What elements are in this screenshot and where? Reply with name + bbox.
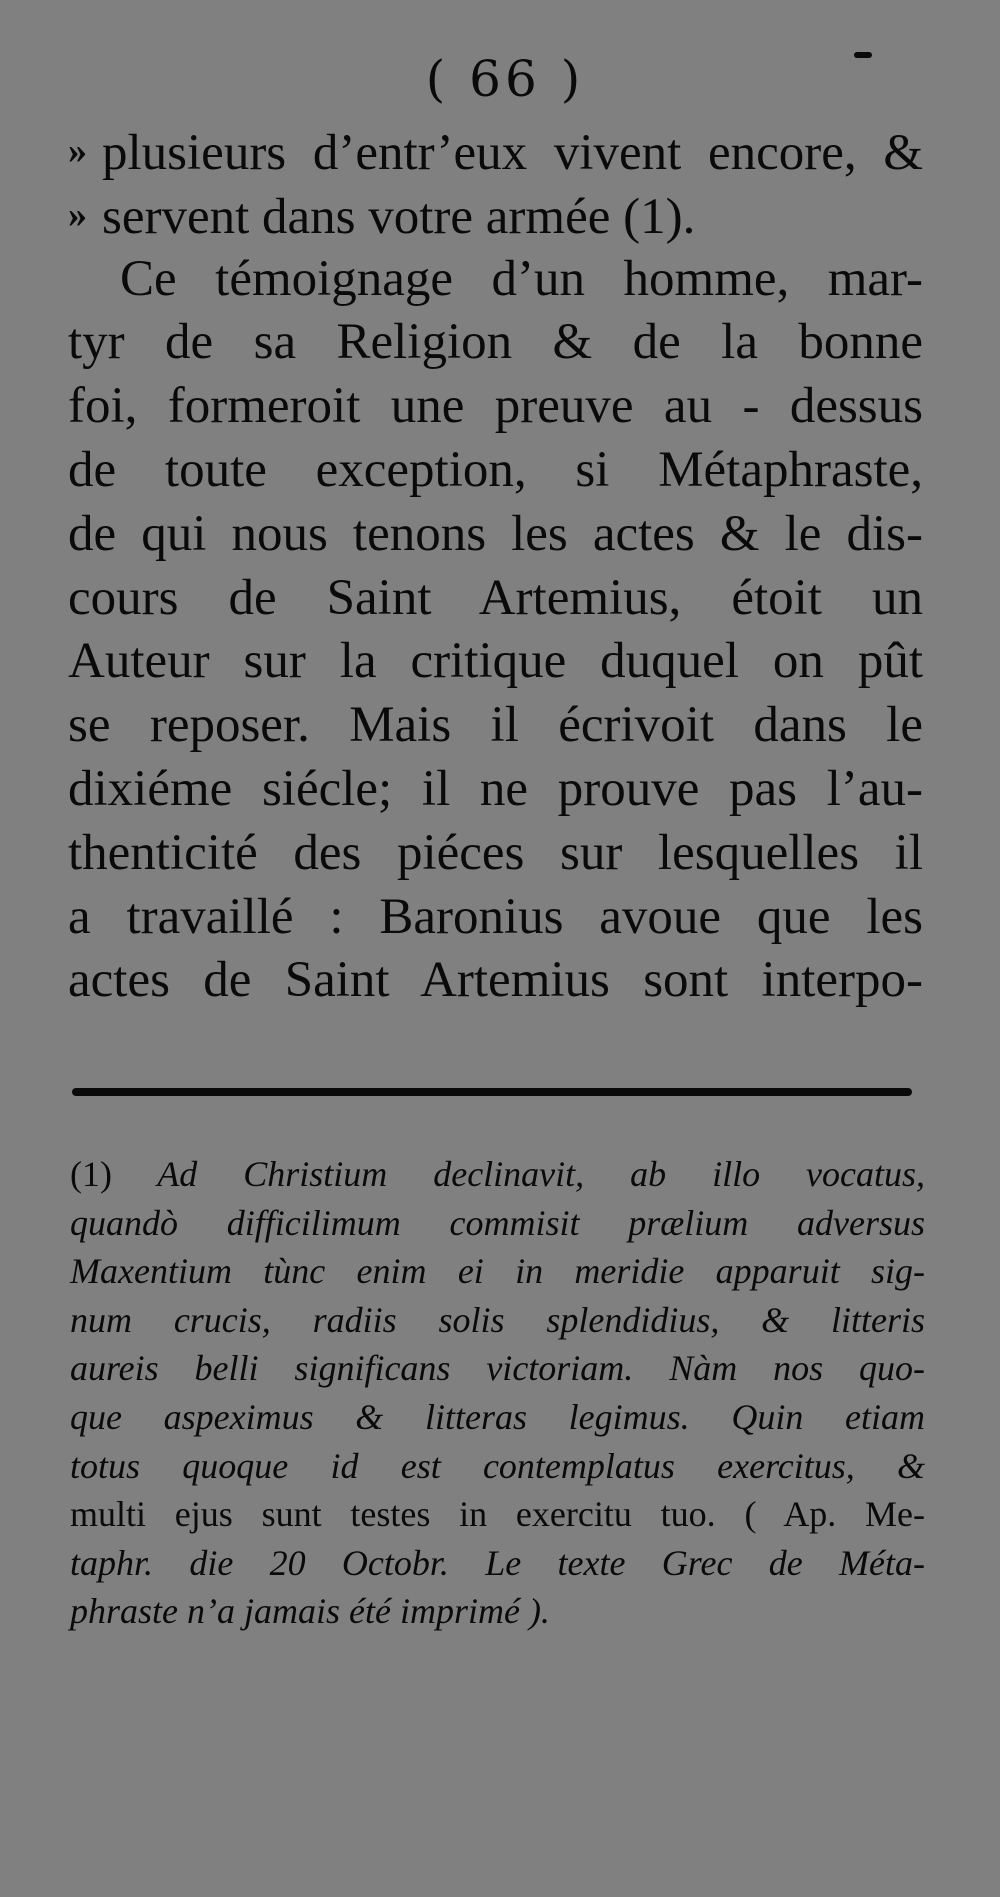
body-line: tyr de sa Religion & de la bonne xyxy=(68,314,923,371)
body-line: foi, formeroit une preuve au - dessus xyxy=(68,378,923,435)
footnote-line xyxy=(70,1150,925,1199)
body-line-text: servent dans votre armée (1). xyxy=(102,188,696,245)
footnote-line: que aspeximus & litteras legimus. Quin etiam xyxy=(70,1396,925,1437)
ink-mark xyxy=(854,52,872,58)
footnote-line: quandò difficilimum commisit prælium adversus xyxy=(70,1202,925,1243)
body-line: thenticité des piéces sur lesquelles il xyxy=(68,824,923,881)
body-line xyxy=(68,184,923,248)
quote-mark: » xyxy=(68,193,87,236)
footnote-line: Maxentium tùnc enim ei in meridie apparuit sig- xyxy=(70,1251,925,1292)
footnote-line: phraste n’a jamais été imprimé ). xyxy=(70,1591,550,1632)
body-text xyxy=(68,120,923,1013)
footnote-line: aureis belli significans victoriam. Nàm nos quo- xyxy=(70,1348,925,1389)
body-line-text: plusieurs d’entr’eux vivent encore, & xyxy=(102,125,923,181)
footnote-line-text: Ad Christium declinavit, ab illo vocatus, xyxy=(157,1154,925,1194)
body-line: Auteur sur la critique duquel on pût xyxy=(68,633,923,690)
body-line: a travaillé : Baronius avoue que les xyxy=(68,888,923,945)
body-line: cours de Saint Artemius, étoit un xyxy=(68,569,923,626)
body-line: Ce témoignage d’un homme, mar- xyxy=(120,250,923,307)
footnote-divider xyxy=(72,1088,912,1096)
footnote-line: taphr. die 20 Octobr. Le texte Grec de Méta- xyxy=(70,1542,925,1583)
footnote-line: totus quoque id est contemplatus exercitus, & xyxy=(70,1445,925,1486)
quote-mark: » xyxy=(68,130,87,172)
footnote-line: num crucis, radiis solis splendidius, & litteris xyxy=(70,1299,925,1340)
page-number: ( 66 ) xyxy=(425,50,585,108)
body-line: dixiéme siécle; il ne prouve pas l’au- xyxy=(68,760,923,817)
body-line: actes de Saint Artemius sont interpo- xyxy=(68,952,923,1009)
body-line: se reposer. Mais il écrivoit dans le xyxy=(68,697,923,754)
footnote-marker: (1) xyxy=(70,1154,112,1194)
body-line xyxy=(68,120,923,184)
body-line: de qui nous tenons les actes & le dis- xyxy=(68,505,923,562)
footnote xyxy=(70,1150,925,1636)
footnote-line: multi ejus sunt testes in exercitu tuo. ( Ap. Me- xyxy=(70,1494,925,1535)
body-line: de toute exception, si Métaphraste, xyxy=(68,441,923,498)
